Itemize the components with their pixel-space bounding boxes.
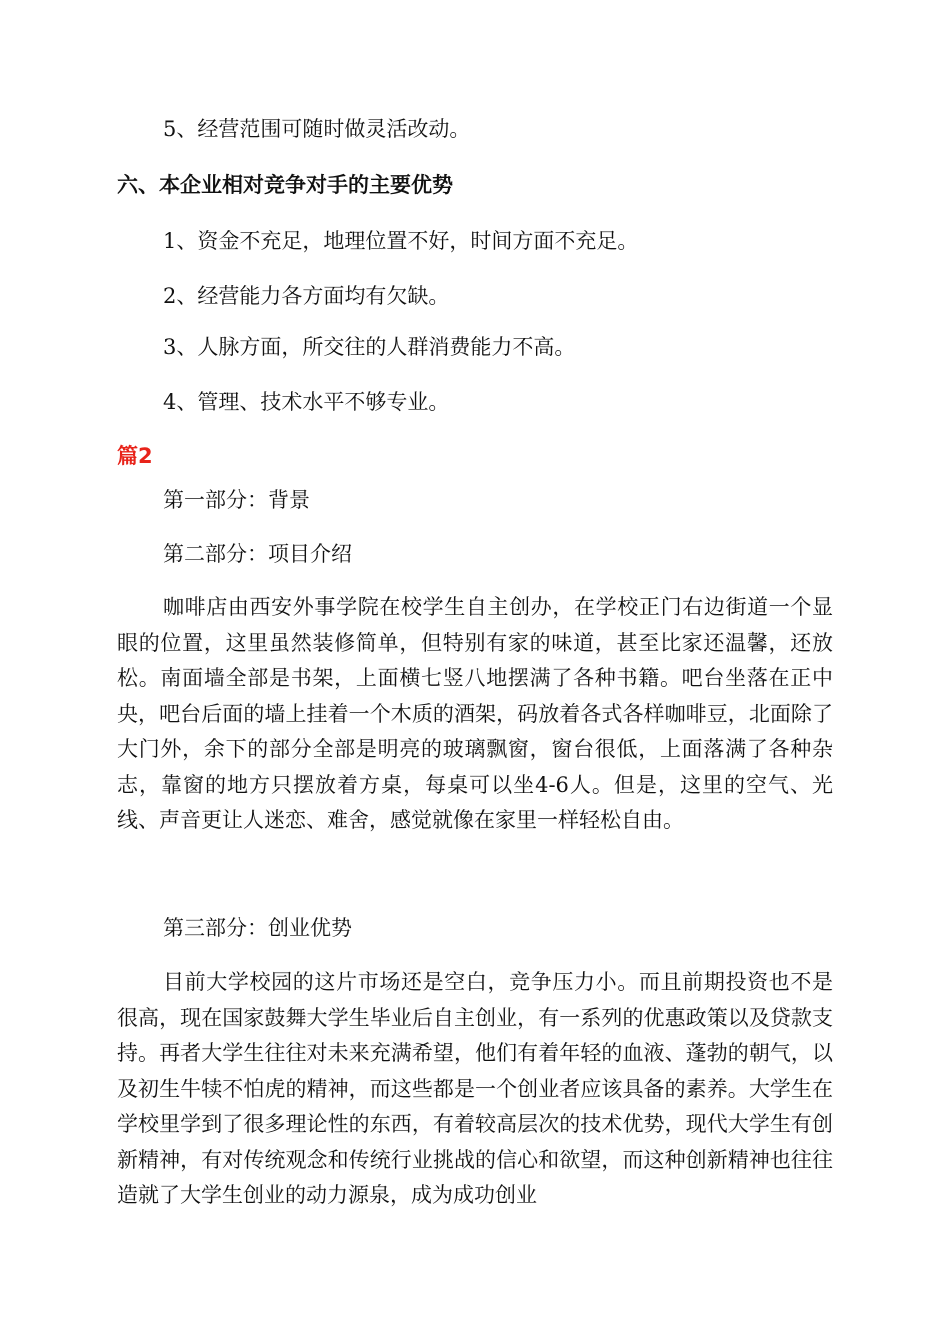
advantage-paragraph: 目前大学校园的这片市场还是空白，竞争压力小。而且前期投资也不是很高，现在国家鼓舞大学生毕业后自主创业，有一系列的优惠政策以及贷款支持。再者大学生往往对未来充满希望，他们有着年轻的血液、蓬勃的朝气，以及初生牛犊不怕虎的精神，而这些都是一个创业者应该具备的素养。大学生在学校里学到了很多理论性的东西，有着较高层次的技术优势，现代大学生有创新精神，有对传统观念和传统行业挑战的信心和欲望，而这种创新精神也往往造就了大学生创业的动力源泉，成为成功创业 — [117, 970, 833, 1207]
part-one-heading: 第一部分：背景 — [163, 488, 310, 512]
advantage-item-4: 4、管理、技术水平不够专业。 — [163, 390, 450, 414]
advantage-item-2: 2、经营能力各方面均有欠缺。 — [163, 284, 450, 308]
list-item-5: 5、经营范围可随时做灵活改动。 — [163, 117, 471, 141]
section-heading: 六、本企业相对竞争对手的主要优势 — [117, 173, 453, 197]
advantage-item-1: 1、资金不充足，地理位置不好，时间方面不充足。 — [163, 229, 639, 253]
section-mark: 篇2 — [117, 444, 153, 468]
intro-paragraph: 咖啡店由西安外事学院在校学生自主创办，在学校正门右边街道一个显眼的位置，这里虽然装修简单，但特别有家的味道，甚至比家还温馨，还放松。南面墙全部是书架，上面横七竖八地摆满了各种书籍。吧台坐落在正中央，吧台后面的墙上挂着一个木质的酒架，码放着各式各样咖啡豆，北面除了大门外，余下的部分全部是明亮的玻璃飘窗，窗台很低，上面落满了各种杂志，靠窗的地方只摆放着方桌，每桌可以坐4-6人。但是，这里的空气、光线、声音更让人迷恋、难舍，感觉就像在家里一样轻松自由。 — [117, 595, 833, 832]
advantage-item-3: 3、人脉方面，所交往的人群消费能力不高。 — [163, 335, 576, 359]
part-three-heading: 第三部分：创业优势 — [163, 916, 352, 940]
part-two-heading: 第二部分：项目介绍 — [163, 542, 352, 566]
